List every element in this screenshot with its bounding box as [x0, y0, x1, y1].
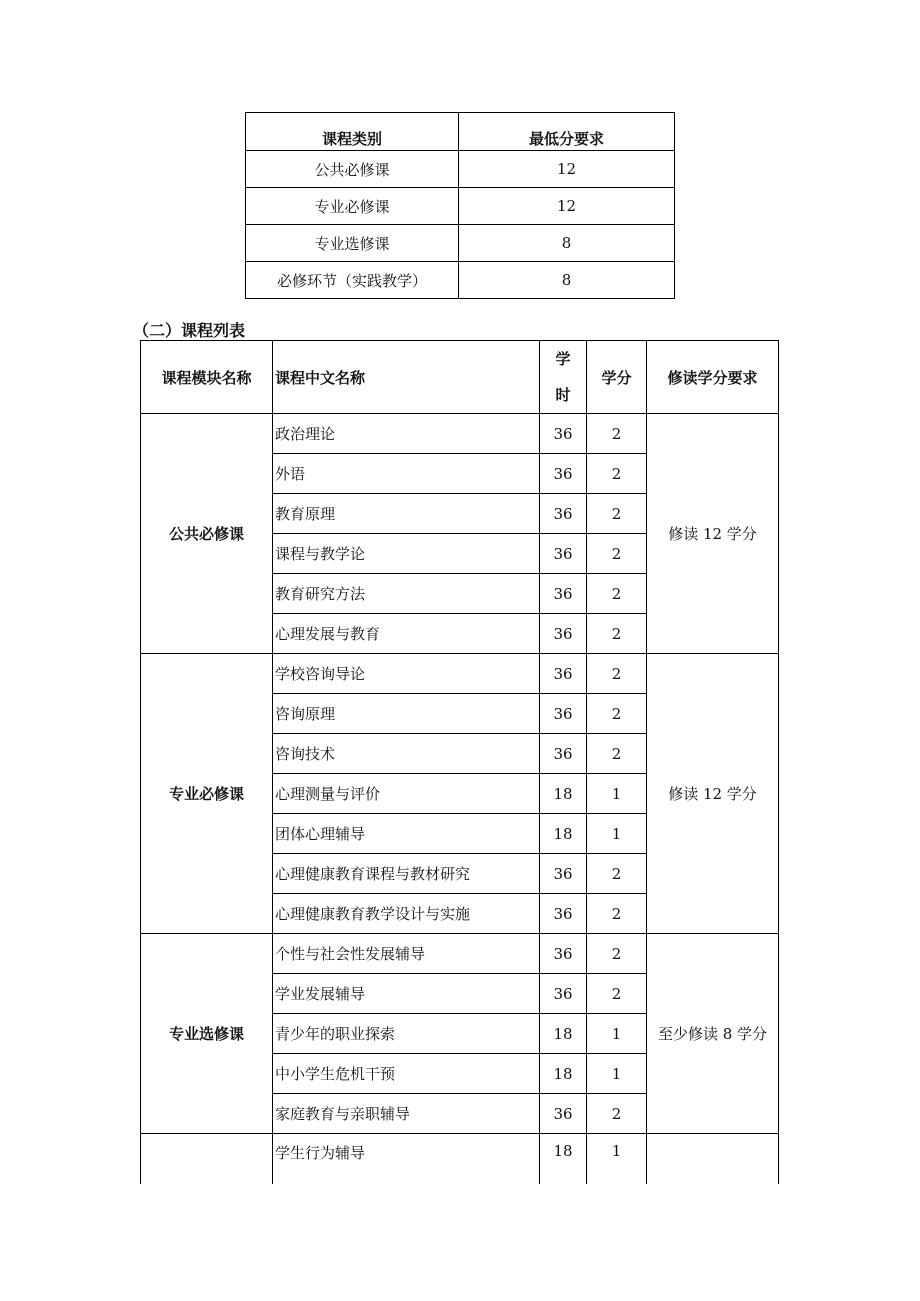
section-heading: （二）课程列表 [133, 321, 246, 340]
header-course-name: 课程中文名称 [273, 341, 540, 414]
course-hours-cell: 36 [540, 694, 587, 734]
course-name-cell: 咨询技术 [273, 734, 540, 774]
summary-min-credits: 12 [459, 151, 675, 188]
course-credits-cell: 2 [587, 454, 647, 494]
course-hours-cell: 18 [540, 814, 587, 854]
course-hours-cell: 18 [540, 1014, 587, 1054]
summary-row [246, 225, 675, 262]
summary-min-credits: 8 [459, 225, 675, 262]
header-credits: 学分 [587, 341, 647, 414]
course-hours-cell: 36 [540, 974, 587, 1014]
course-name-cell: 咨询原理 [273, 694, 540, 734]
course-name-cell: 家庭教育与亲职辅导 [273, 1094, 540, 1134]
module-name-cell [141, 1134, 273, 1185]
course-credits-cell: 2 [587, 1094, 647, 1134]
course-name-cell: 政治理论 [273, 414, 540, 454]
table-row [141, 414, 779, 454]
module-requirement-cell: 修读 12 学分 [647, 654, 779, 934]
course-name-cell: 心理健康教育教学设计与实施 [273, 894, 540, 934]
course-hours-cell: 36 [540, 414, 587, 454]
header-hours-line2: 时 [555, 386, 571, 404]
course-credits-cell: 2 [587, 414, 647, 454]
course-credits-cell: 2 [587, 974, 647, 1014]
course-hours-cell: 18 [540, 1054, 587, 1094]
summary-category: 专业选修课 [246, 225, 459, 262]
course-hours-cell: 36 [540, 494, 587, 534]
course-credits-cell: 2 [587, 534, 647, 574]
course-name-cell: 心理发展与教育 [273, 614, 540, 654]
course-hours-cell: 36 [540, 734, 587, 774]
summary-header-category: 课程类别 [246, 113, 459, 151]
header-hours-line1: 学 [555, 350, 571, 368]
course-hours-cell: 36 [540, 614, 587, 654]
course-table-body [141, 414, 779, 1185]
summary-min-credits: 12 [459, 188, 675, 225]
course-name-cell: 学生行为辅导 [273, 1134, 540, 1185]
course-credits-cell: 1 [587, 814, 647, 854]
course-hours-cell: 36 [540, 454, 587, 494]
course-name-cell: 心理测量与评价 [273, 774, 540, 814]
course-credits-cell: 1 [587, 1054, 647, 1094]
table-row [141, 934, 779, 974]
course-hours-cell: 36 [540, 854, 587, 894]
module-name-cell: 专业必修课 [141, 654, 273, 934]
course-name-cell: 中小学生危机干预 [273, 1054, 540, 1094]
course-hours-cell: 36 [540, 894, 587, 934]
header-requirement: 修读学分要求 [647, 341, 779, 414]
module-name-cell: 公共必修课 [141, 414, 273, 654]
course-name-cell: 学业发展辅导 [273, 974, 540, 1014]
table-row [141, 654, 779, 694]
course-credits-cell: 2 [587, 494, 647, 534]
summary-row [246, 151, 675, 188]
summary-header-row [246, 113, 675, 151]
summary-min-credits: 8 [459, 262, 675, 299]
summary-row [246, 262, 675, 299]
summary-category: 公共必修课 [246, 151, 459, 188]
course-name-cell: 青少年的职业探索 [273, 1014, 540, 1054]
course-credits-cell: 1 [587, 1134, 647, 1185]
course-hours-cell: 36 [540, 654, 587, 694]
course-credits-cell: 2 [587, 854, 647, 894]
course-hours-cell: 18 [540, 1134, 587, 1185]
course-hours-cell: 18 [540, 774, 587, 814]
course-hours-cell: 36 [540, 934, 587, 974]
course-name-cell: 课程与教学论 [273, 534, 540, 574]
course-credits-cell: 2 [587, 614, 647, 654]
course-hours-cell: 36 [540, 534, 587, 574]
course-credits-cell: 1 [587, 774, 647, 814]
course-name-cell: 心理健康教育课程与教材研究 [273, 854, 540, 894]
course-credits-cell: 2 [587, 934, 647, 974]
course-credits-cell: 2 [587, 734, 647, 774]
course-credits-cell: 2 [587, 574, 647, 614]
table-row [141, 1134, 779, 1185]
summary-category: 专业必修课 [246, 188, 459, 225]
module-requirement-cell: 修读 12 学分 [647, 414, 779, 654]
course-name-cell: 教育原理 [273, 494, 540, 534]
course-credits-cell: 2 [587, 694, 647, 734]
course-credits-cell: 2 [587, 654, 647, 694]
course-header-row [141, 341, 779, 414]
summary-row [246, 188, 675, 225]
course-hours-cell: 36 [540, 574, 587, 614]
module-name-cell: 专业选修课 [141, 934, 273, 1134]
module-requirement-cell: 至少修读 8 学分 [647, 934, 779, 1134]
course-name-cell: 教育研究方法 [273, 574, 540, 614]
header-hours [540, 341, 587, 414]
course-name-cell: 个性与社会性发展辅导 [273, 934, 540, 974]
summary-category: 必修环节（实践教学） [246, 262, 459, 299]
course-credits-cell: 1 [587, 1014, 647, 1054]
course-name-cell: 团体心理辅导 [273, 814, 540, 854]
course-credits-cell: 2 [587, 894, 647, 934]
course-list-table [140, 340, 779, 1184]
module-requirement-cell [647, 1134, 779, 1185]
course-name-cell: 学校咨询导论 [273, 654, 540, 694]
credit-summary-table [245, 112, 675, 299]
course-name-cell: 外语 [273, 454, 540, 494]
header-module: 课程模块名称 [141, 341, 273, 414]
summary-header-min-credits: 最低分要求 [459, 113, 675, 151]
course-hours-cell: 36 [540, 1094, 587, 1134]
